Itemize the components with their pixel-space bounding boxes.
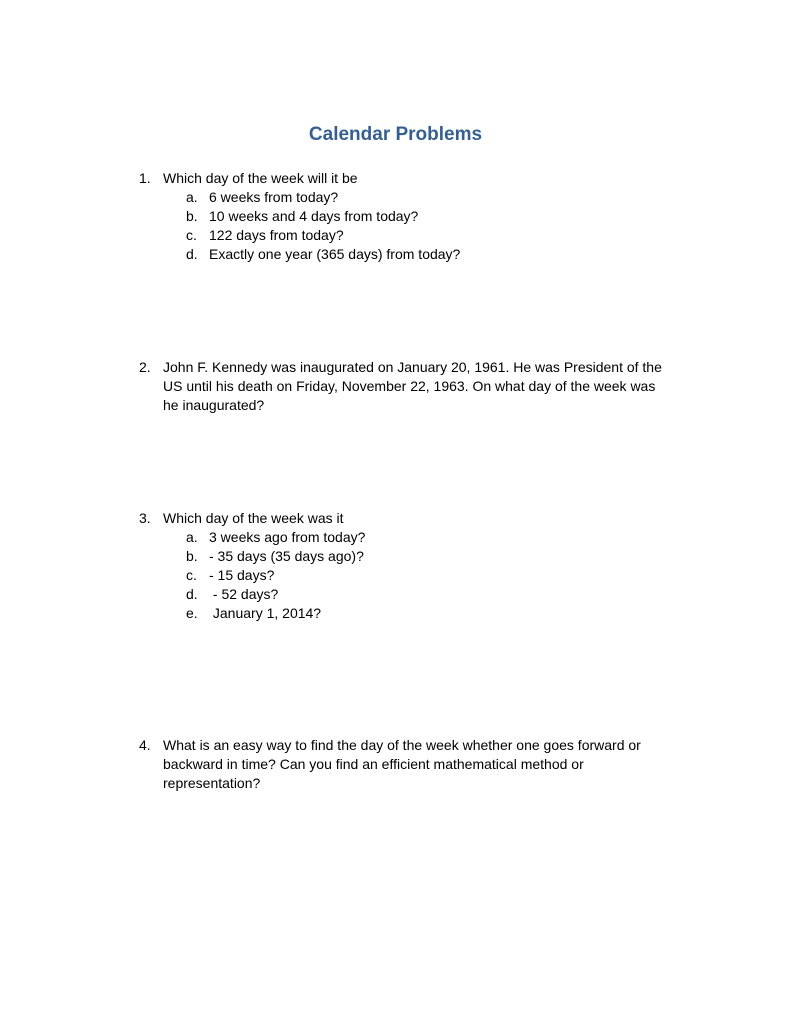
question-text-line: John F. Kennedy was inaugurated on January 20, 1961. He was President of the (163, 359, 662, 375)
item-text: Exactly one year (365 days) from today? (209, 246, 461, 262)
item-text: 122 days from today? (209, 227, 344, 243)
item-letter: c. (186, 227, 197, 243)
item-letter: d. (186, 586, 198, 602)
item-letter: a. (186, 529, 198, 545)
question-number: 2. (139, 359, 151, 375)
item-text: - 15 days? (209, 567, 275, 583)
item-text: 3 weeks ago from today? (209, 529, 366, 545)
item-letter: c. (186, 567, 197, 583)
question-text: Which day of the week will it be (163, 170, 358, 186)
question-text-line: representation? (163, 775, 261, 791)
item-text: January 1, 2014? (209, 605, 322, 621)
item-letter: e. (186, 605, 198, 621)
item-letter: a. (186, 189, 198, 205)
item-text: - 35 days (35 days ago)? (209, 548, 364, 564)
item-letter: d. (186, 246, 198, 262)
question-text-line: he inaugurated? (163, 397, 265, 413)
page-title: Calendar Problems (308, 124, 483, 145)
question-text-line: What is an easy way to find the day of the week whether one goes forward or (163, 737, 641, 753)
question-text-line: US until his death on Friday, November 22, 1963. On what day of the week was (163, 378, 656, 394)
item-text: 6 weeks from today? (209, 189, 339, 205)
question-number: 3. (139, 510, 151, 526)
item-letter: b. (186, 548, 198, 564)
question-text-line: backward in time? Can you find an efficient mathematical method or (163, 756, 584, 772)
item-letter: b. (186, 208, 198, 224)
question-number: 1. (139, 170, 151, 186)
item-text: - 52 days? (209, 586, 279, 602)
question-text: Which day of the week was it (163, 510, 344, 526)
question-number: 4. (139, 737, 151, 753)
item-text: 10 weeks and 4 days from today? (209, 208, 419, 224)
